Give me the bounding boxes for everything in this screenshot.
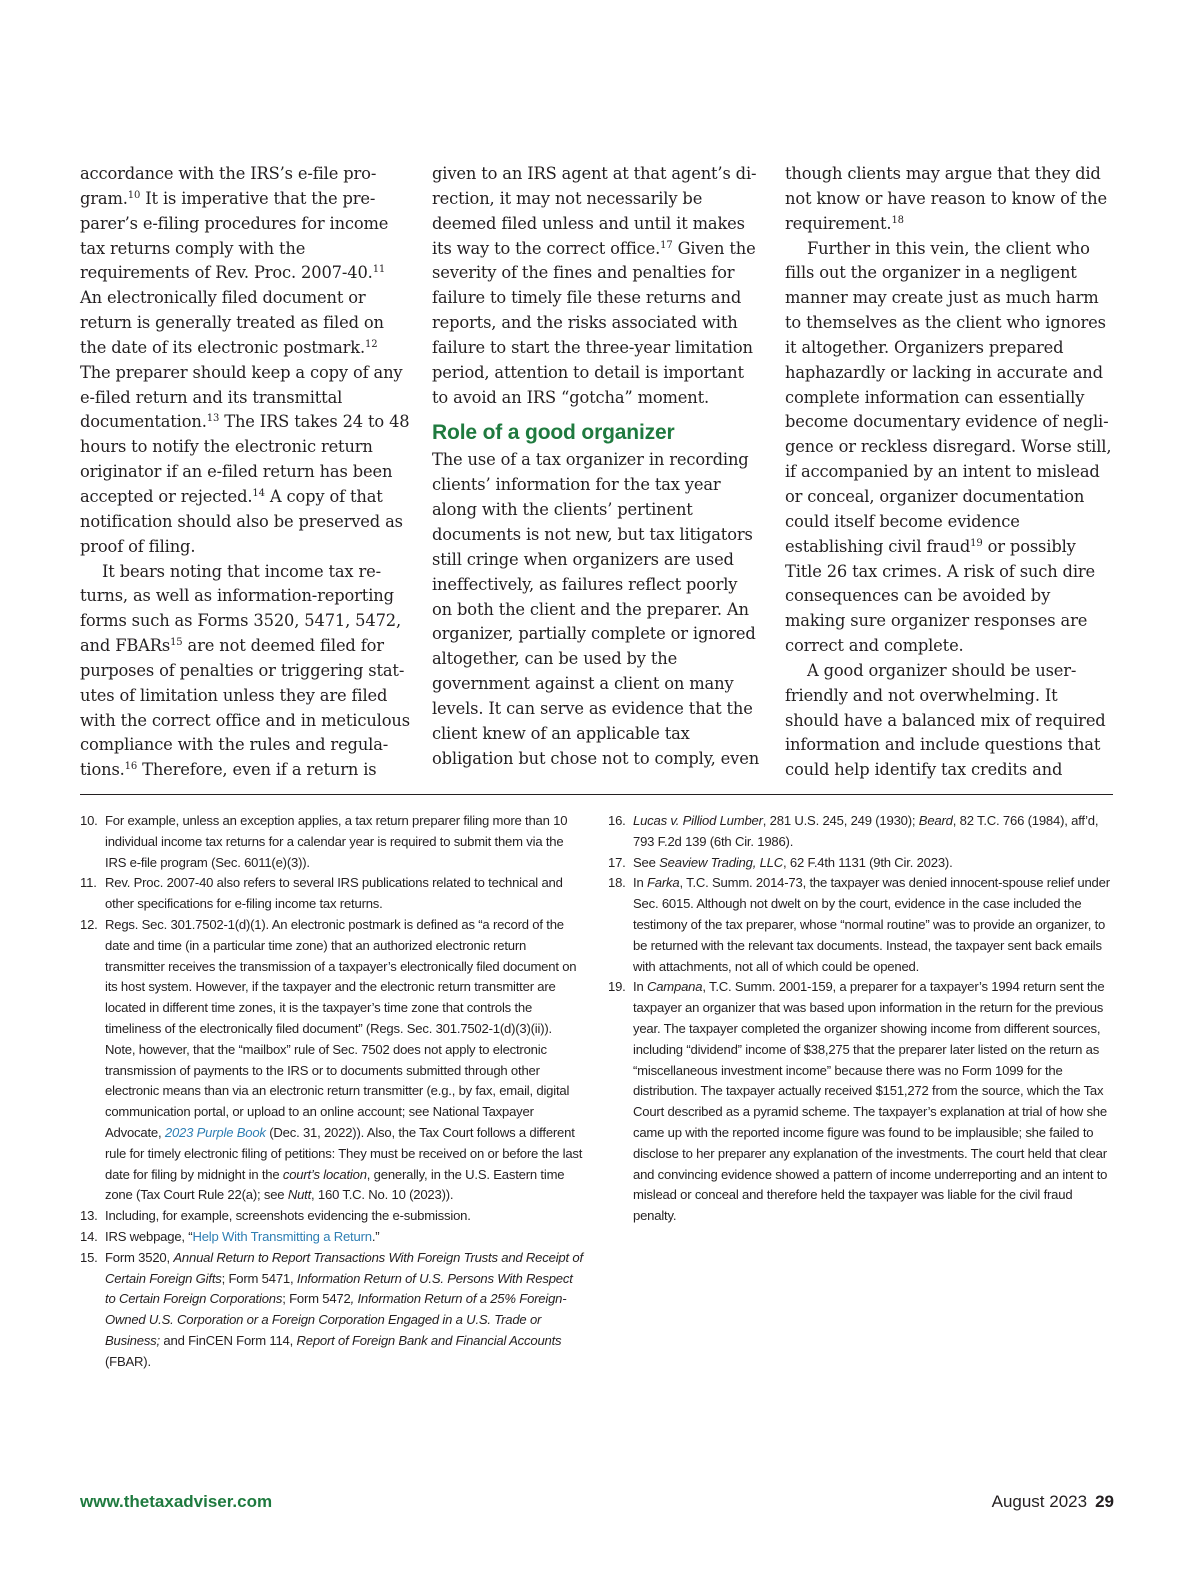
footnote-number: 19. bbox=[608, 979, 626, 995]
footnote-text: Regs. Sec. 301.7502-1(d)(1). An electronic postmark is defined as “a record of the date and time (in a particular time zone) that an authorized electronic return transmitter receives the transmission of a taxpayer’s electronically filed document on its host system. However, if the taxpayer and the electronic return transmitter are located in different time zones, it is the taxpayer’s time zone that controls the timeliness of the electronically filed document” (Regs. Sec. 301.7502-1(d)(3)(ii)). Note, however, that the “mailbox” rule of Sec. 7502 does not apply to electronic transmission of payments to the IRS or to documents submitted through other electronic means than via an electronic return transmitter (e.g., by fax, email, digital communication portal, or upload to an online account; see National Taxpayer Advocate, 2023 Purple Book (Dec. 31, 2022)). Also, the Tax Court follows a different rule for timely electronic filing of petitions: They must be received on or before the last date for filing by midnight in the court’s location, generally, in the U.S. Eastern time zone (Tax Court Rule 22(a); see Nutt, 160 T.C. No. 10 (2023)). bbox=[105, 916, 583, 1203]
paragraph: given to an IRS agent at that agent’s direction, it may not necessarily be deemed filed unless and until it makes its way to the correct office.$^{17}$ Given the severity of the fines and penalties for failure to timely file these returns and reports, and the risks associated with failure to start the three-year limitation period, attention to detail is important to avoid an IRS “gotcha” moment. bbox=[432, 164, 757, 407]
footnote-divider bbox=[80, 794, 1113, 795]
purple-book-link[interactable]: 2023 Purple Book bbox=[164, 1124, 266, 1140]
body-column-2 bbox=[432, 162, 762, 771]
footnote-number: 15. bbox=[80, 1249, 98, 1265]
footnote bbox=[608, 853, 1113, 874]
footnote-ref[interactable]: 15 bbox=[170, 637, 183, 649]
footnote bbox=[608, 811, 1113, 853]
paragraph: It bears noting that income tax returns, as well as information-reporting forms such as Forms 3520, 5471, 5472, and FBARs$^{15}$ are not deemed filed for purposes of penalties or triggering statutes of limitation unless they are filed with the correct office and in meticulous compliance with the rules and regulations.$^{16}$ Therefore, even if a return is bbox=[80, 561, 410, 780]
footer-issue bbox=[992, 1492, 1114, 1512]
footnote-number: 13. bbox=[80, 1208, 98, 1224]
footnote-text: Rev. Proc. 2007-40 also refers to several IRS publications related to technical and other specifications for e-filing income tax returns. bbox=[105, 875, 563, 912]
paragraph: accordance with the IRS’s e-file program.$^{10}$ It is imperative that the preparer’s e-filing procedures for income tax returns comply with the requirements of Rev. Proc. 2007-40.11 An electronically filed document or return is generally treated as filed on the date of its electronic postmark.$^{12}$ The preparer should keep a copy of any e-filed return and its transmittal documentation.$^{13}$ The IRS takes 24 to 48 hours to notify the electronic return originator if an e-filed return has been accepted or rejected.$^{14}$ A copy of that notification should also be preserved as proof of filing. bbox=[80, 164, 410, 556]
footnote bbox=[80, 811, 585, 873]
footnote-text: Lucas v. Pilliod Lumber, 281 U.S. 245, 249 (1930); Beard, 82 T.C. 766 (1984), aff’d, 793 F.2d 139 (6th Cir. 1986). bbox=[633, 813, 1099, 849]
paragraph: Further in this vein, the client who fills out the organizer in a negligent manner may create just as much harm to themselves as the client who ignores it altogether. Organizers prepared haphazardly or lacking in accurate and complete information can essentially become documentary evidence of negligence or reckless disregard. Worse still, if accompanied by an intent to mislead or conceal, organizer documentation could itself become evidence establishing civil fraud$^{19}$ or possibly Title 26 tax crimes. A risk of such dire consequences can be avoided by making sure organizer responses are correct and complete. bbox=[785, 238, 1112, 656]
footnote-text: Form 3520, Annual Return to Report Transactions With Foreign Trusts and Receipt of Certain Foreign Gifts; Form 5471, Information Return of U.S. Persons With Respect to Certain Foreign Corporations; Form 5472, Information Return of a 25% Foreign-Owned U.S. Corporation or a Foreign Corporation Engaged in a U.S. Trade or Business; and FinCEN Form 114, Report of Foreign Bank and Financial Accounts (FBAR). bbox=[105, 1249, 583, 1369]
footnote-ref[interactable]: 13 bbox=[206, 413, 220, 425]
footnote-text: See Seaview Trading, LLC, 62 F.4th 1131 (9th Cir. 2023). bbox=[633, 854, 953, 870]
footnote bbox=[80, 1206, 585, 1227]
footnote-ref[interactable]: 19 bbox=[970, 537, 983, 549]
footnote-number: 10. bbox=[80, 813, 98, 828]
paragraph: The use of a tax organizer in recording clients’ information for the tax year along with the clients’ pertinent documents is not new, but tax litigators still cringe when organizers are used ineffectively, as failures reflect poorly on both the client and the preparer. An organizer, partially complete or ignored altogether, can be used by the government against a client on many levels. It can serve as evidence that the client knew of an applicable tax obligation but chose not to comply, even bbox=[432, 450, 760, 768]
footnote-text: For example, unless an exception applies, a tax return preparer filing more than 10 individual income tax returns for a calendar year is required to submit them via the IRS e-file program (Sec. 6011(e)(3)). bbox=[105, 813, 568, 870]
body-column-3 bbox=[785, 162, 1115, 783]
footnote bbox=[80, 873, 585, 915]
footnote-ref[interactable]: 11 bbox=[372, 264, 386, 276]
footnote-text: In Campana, T.C. Summ. 2001-159, a preparer for a taxpayer’s 1994 return sent the taxpayer an organizer that was based upon information in the return for the previous year. The taxpayer completed the organizer showing income from different sources, including “dividend” income of $38,275 that the preparer later listed on the return as “miscellaneous investment income” because there was no Form 1099 for the distribution. The taxpayer actually received $151,272 from the source, which the Tax Court described as a pyramid scheme. The taxpayer’s explanation at trial of how she came up with the reported income figure was found to be implausible; she failed to disclose to her preparer any explanation of the investments. The court held that clear and convincing evidence showed a pattern of income underreporting and an intent to mislead or conceal and therefore held the taxpayer was liable for the civil fraud penalty. bbox=[633, 979, 1108, 1224]
footnote-ref[interactable]: 18 bbox=[891, 214, 904, 226]
footnote-ref[interactable]: 17 bbox=[660, 239, 673, 251]
section-heading: Role of a good organizer bbox=[432, 421, 675, 445]
footnote-number: 16. bbox=[608, 813, 626, 828]
footnote bbox=[608, 873, 1113, 977]
footnote bbox=[608, 977, 1113, 1227]
irs-webpage-link[interactable]: Help With Transmitting a Return bbox=[192, 1228, 372, 1244]
body-column-1 bbox=[80, 162, 410, 783]
footnote-number: 18. bbox=[608, 875, 626, 891]
footnote-number: 17. bbox=[608, 854, 626, 870]
footnotes-right bbox=[608, 811, 1113, 1227]
footnote-number: 12. bbox=[80, 916, 98, 932]
footnote bbox=[80, 1248, 585, 1373]
footnote-ref[interactable]: 10 bbox=[127, 189, 141, 201]
page-number: 29 bbox=[1095, 1492, 1114, 1511]
footnote-ref[interactable]: 12 bbox=[365, 338, 378, 350]
footnote-ref[interactable]: 16 bbox=[124, 761, 138, 773]
footnote-number: 14. bbox=[80, 1228, 98, 1244]
footer-date: August 2023 bbox=[991, 1492, 1088, 1511]
footnote-text: In Farka, T.C. Summ. 2014-73, the taxpayer was denied innocent-spouse relief under Sec. 6015. Although not dwelt on by the court, evidence in the case included the testimony of the tax preparer, whose “normal routine” was to provide an organizer, to be returned with the relevant tax documents. Instead, the taxpayer sent back emails with attachments, not all of which could be opened. bbox=[633, 875, 1110, 974]
footnotes-left bbox=[80, 811, 585, 1373]
footnote-number: 11. bbox=[80, 875, 97, 891]
footnote-text: IRS webpage, “Help With Transmitting a Return.” bbox=[105, 1228, 380, 1244]
paragraph: A good organizer should be user-friendly and not overwhelming. It should have a balanced mix of required information and include questions that could help identify tax credits and bbox=[785, 660, 1106, 780]
footnote-ref[interactable]: 14 bbox=[252, 487, 265, 499]
footnote-text: Including, for example, screenshots evidencing the e-submission. bbox=[105, 1208, 471, 1224]
footer-website-link[interactable]: www.thetaxadviser.com bbox=[80, 1492, 273, 1511]
footnote bbox=[80, 1227, 585, 1248]
footnote bbox=[80, 915, 585, 1206]
paragraph: though clients may argue that they did not know or have reason to know of the requirement.$^{18}$ bbox=[785, 164, 1107, 233]
